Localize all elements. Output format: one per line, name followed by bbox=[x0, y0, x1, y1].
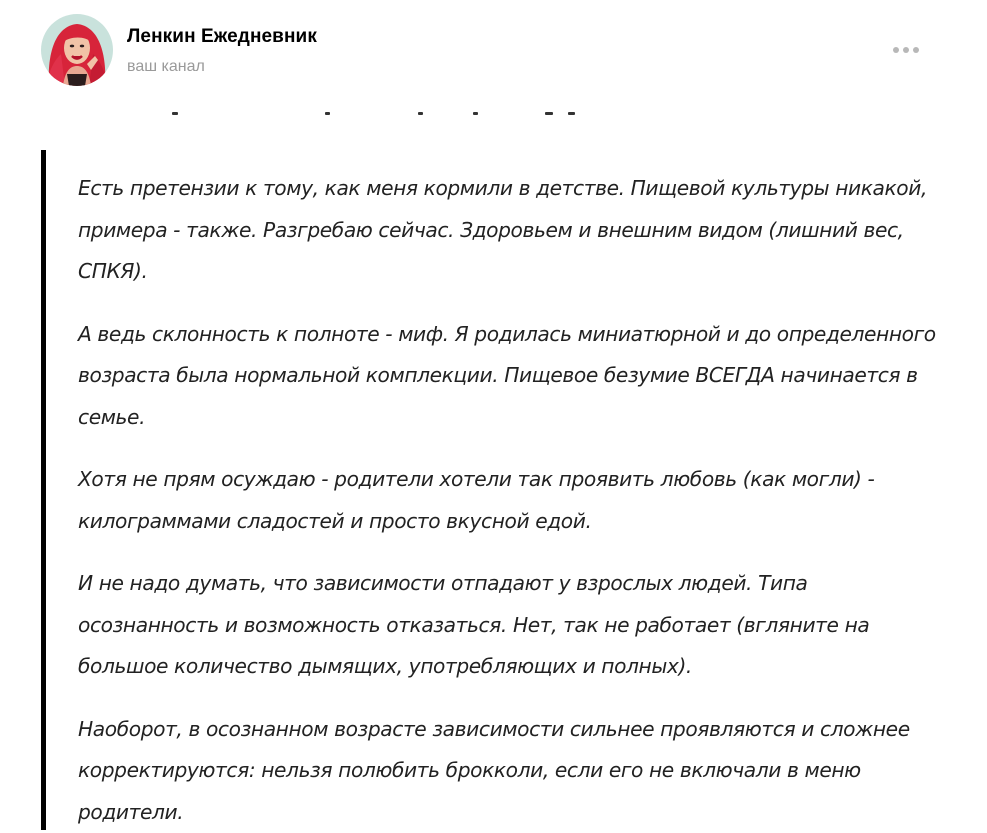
post-blockquote bbox=[41, 150, 966, 830]
quote-paragraph: Хотя не прям осуждаю - родители хотели так проявить любовь (как могли) - килограммами сладостей и просто вкусной едой. bbox=[78, 459, 938, 542]
quote-paragraph: Наоборот, в осознанном возрасте зависимости сильнее проявляются и сложнее корректируются: нельзя полюбить брокколи, если его не включали в меню родители. bbox=[78, 709, 938, 833]
scrolled-text-line bbox=[120, 96, 780, 116]
more-horizontal-icon bbox=[893, 47, 899, 53]
quote-text bbox=[78, 168, 938, 833]
channel-avatar[interactable] bbox=[41, 14, 113, 86]
avatar-icon bbox=[41, 14, 113, 86]
quote-paragraph: А ведь склонность к полноте - миф. Я родилась миниатюрной и до определенного возраста была нормальной комплекции. Пищевое безумие ВСЕГДА начинается в семье. bbox=[78, 314, 938, 439]
more-dot bbox=[903, 47, 909, 53]
channel-name[interactable]: Ленкин Ежедневник bbox=[127, 26, 317, 48]
quote-paragraph: И не надо думать, что зависимости отпадают у взрослых людей. Типа осознанность и возможность отказаться. Нет, так не работает (вгляните на большое количество дымящих, употребляющих и полных). bbox=[78, 563, 938, 688]
quote-paragraph: Есть претензии к тому, как меня кормили в детстве. Пищевой культуры никакой, примера - также. Разгребаю сейчас. Здоровьем и внешним видом (лишний вес, СПКЯ). bbox=[78, 168, 938, 293]
more-options-button[interactable] bbox=[884, 38, 928, 62]
channel-subtitle: ваш канал bbox=[127, 58, 205, 76]
channel-header bbox=[0, 0, 987, 96]
more-dot bbox=[913, 47, 919, 53]
